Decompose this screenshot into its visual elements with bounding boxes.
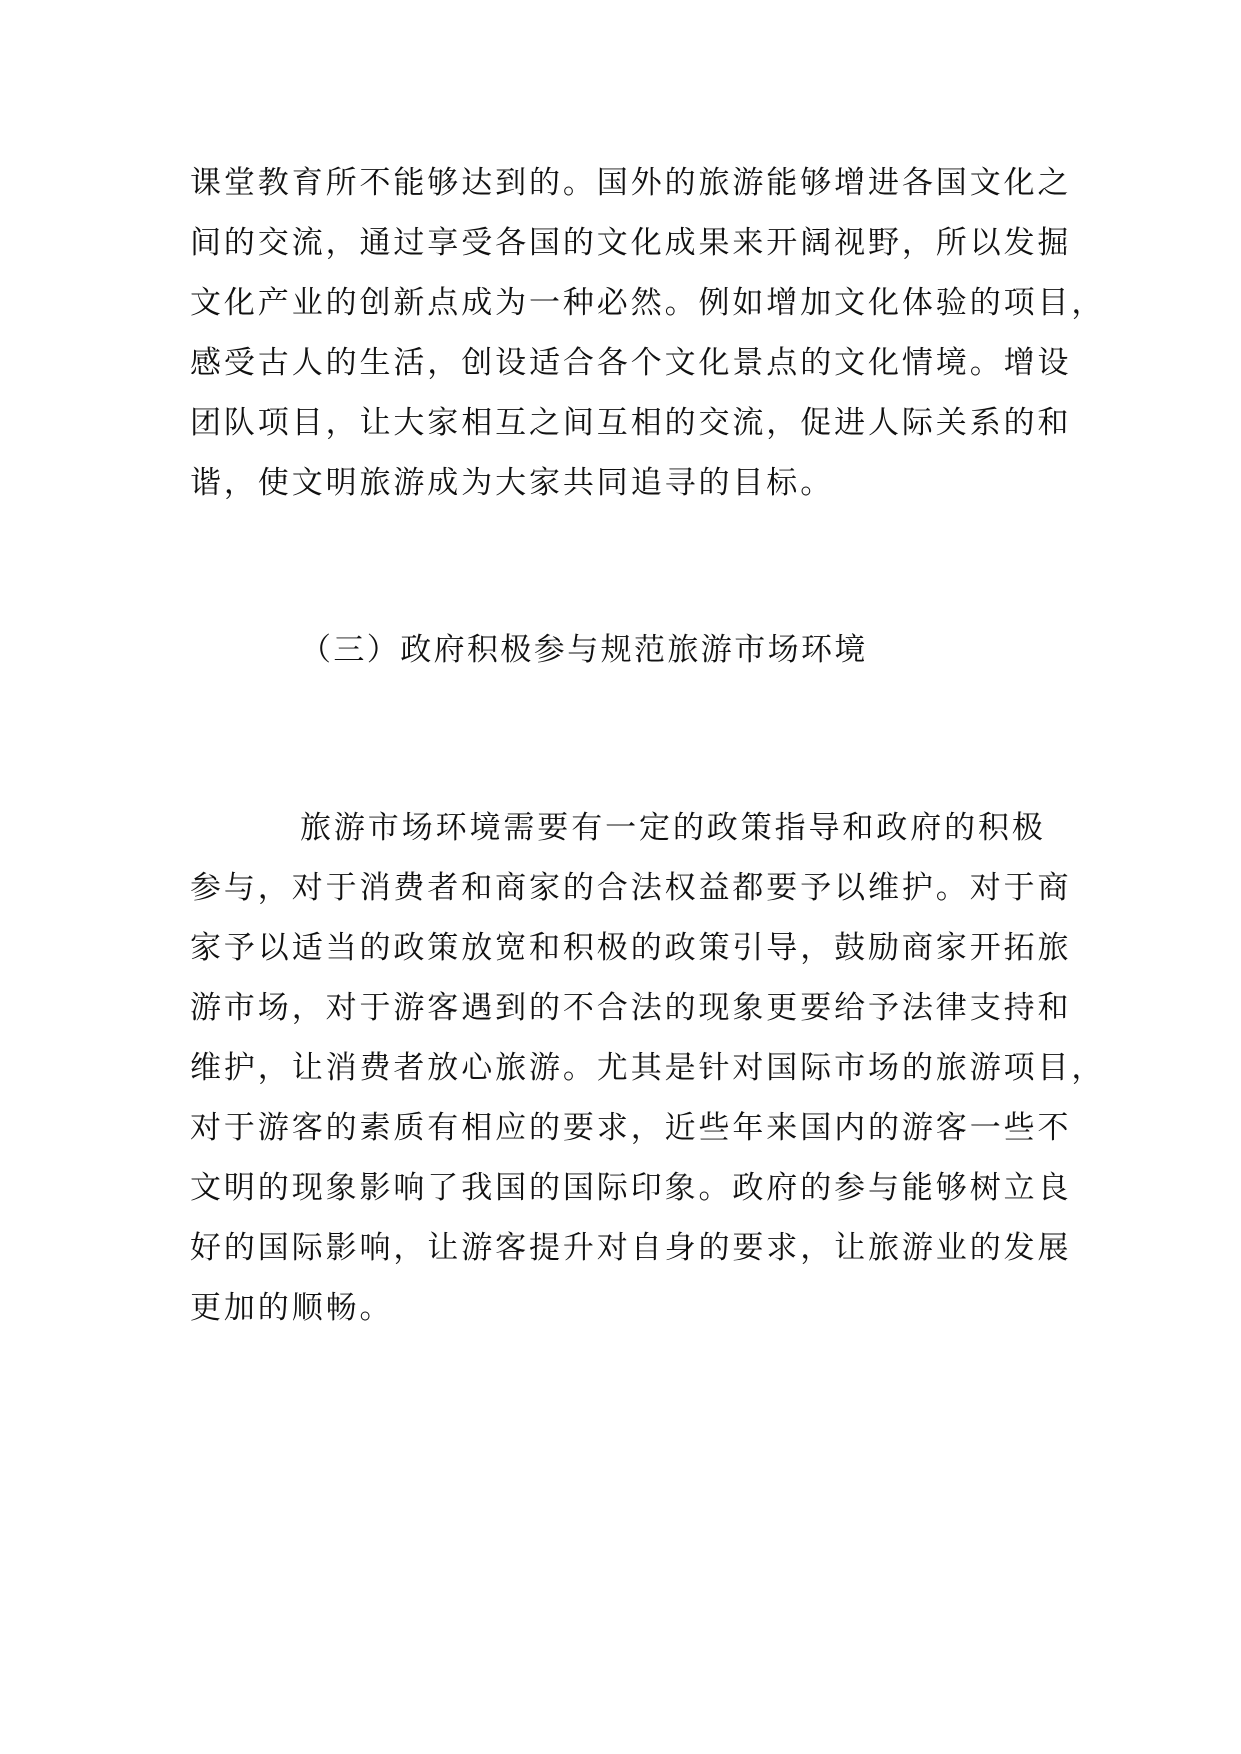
paragraph-1-line-3: 文化产业的创新点成为一种必然。例如增加文化体验的项目， — [190, 285, 1106, 321]
paragraph-2-line-2: 参与，对于消费者和商家的合法权益都要予以维护。对于商 — [190, 870, 1072, 906]
paragraph-1-line-6: 谐，使文明旅游成为大家共同追寻的目标。 — [190, 465, 835, 501]
paragraph-1-line-1: 课堂教育所不能够达到的。国外的旅游能够增进各国文化之 — [190, 165, 1072, 201]
paragraph-2-line-9: 更加的顺畅。 — [190, 1290, 394, 1326]
paragraph-2-line-5: 维护，让消费者放心旅游。尤其是针对国际市场的旅游项目， — [190, 1050, 1106, 1086]
paragraph-2-line-1: 旅游市场环境需要有一定的政策指导和政府的积极 — [300, 810, 1046, 846]
paragraph-2-line-3: 家予以适当的政策放宽和积极的政策引导，鼓励商家开拓旅 — [190, 930, 1072, 966]
paragraph-1-line-5: 团队项目，让大家相互之间互相的交流，促进人际关系的和 — [190, 405, 1072, 441]
paragraph-1-line-4: 感受古人的生活，创设适合各个文化景点的文化情境。增设 — [190, 345, 1072, 381]
paragraph-2-line-8: 好的国际影响，让游客提升对自身的要求，让旅游业的发展 — [190, 1230, 1072, 1266]
paragraph-2-line-6: 对于游客的素质有相应的要求，近些年来国内的游客一些不 — [190, 1110, 1072, 1146]
section-heading: （三）政府积极参与规范旅游市场环境 — [300, 632, 868, 668]
paragraph-2-line-4: 游市场，对于游客遇到的不合法的现象更要给予法律支持和 — [190, 990, 1072, 1026]
paragraph-2-line-7: 文明的现象影响了我国的国际印象。政府的参与能够树立良 — [190, 1170, 1072, 1206]
paragraph-1-line-2: 间的交流，通过享受各国的文化成果来开阔视野，所以发掘 — [190, 225, 1072, 261]
